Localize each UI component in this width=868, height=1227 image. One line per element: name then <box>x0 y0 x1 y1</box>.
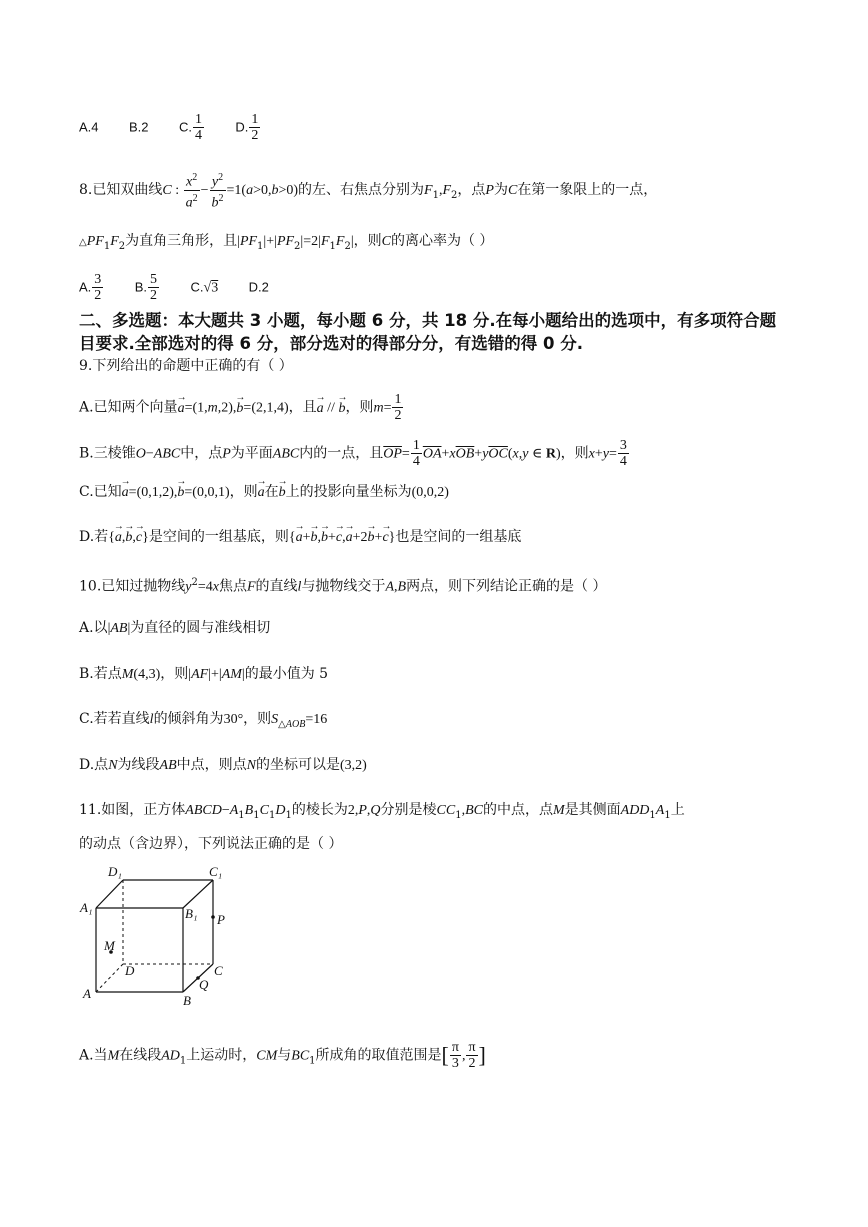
q9-option-b: B.三棱锥O−ABC中，点P为平面ABC内的一点，且$\overline{OP}=$ $\frac{1}{4}$ $\overline{OA}+x\overline{OB}+y\overline{OC}(x,y$ ∈ R)，则x+y= $\frac{3}{4}$ <box>79 438 627 469</box>
label-p: P <box>217 912 225 927</box>
label-b: B <box>183 993 191 1007</box>
q11-option-a: A.当M在线段$AD_1$上运动时，CM与$BC_1$所成角的取值范围是[ $\frac{\pi}{3}$ , $\frac{\pi}{2}$ ] <box>79 1040 486 1071</box>
q10-option-b: B.若点M(4,3)，则|AF|+|AM|的最小值为 5 <box>79 666 329 682</box>
q9-option-d: D.若{→ a,→ b,→ c}是空间的一组基底，则{→ a+→ b,→ b+→ c,→ a+2→ b+→ c}也是空间的一组基底 <box>79 527 521 548</box>
label-q: Q <box>199 977 209 992</box>
q8-options: A. $\frac{3}{2}$ B. $\frac{5}{2}$ C.√3 D.2 <box>79 272 269 303</box>
q10-option-d: D.点N为线段AB中点，则点N的坐标可以是(3,2) <box>79 757 367 773</box>
q11-stem-line1: 11.如图，正方体$ABCD-A_1B_1C_1D_1$的棱长为2,P,Q分别是棱$CC_1,BC$的中点，点M是其侧面$ADD_1A_1$上 <box>79 802 685 821</box>
label-d1: D₁ <box>108 864 122 879</box>
q8-stem-line2: $\triangle PF_1F_2$为直角三角形，且$|PF_1|+|PF_2|=2|F_1F_2|$，则C的离心率为（ ） <box>79 233 494 252</box>
label-c: C <box>214 963 223 978</box>
section-heading-line1: 二、多选题：本大题共 3 小题，每小题 6 分，共 18 分.在每小题给出的选项中，有多项符合题 <box>79 311 777 330</box>
q9-stem: 9.下列给出的命题中正确的有（ ） <box>79 358 293 374</box>
q10-option-a: A.以|AB|为直径的圆与准线相切 <box>79 620 271 636</box>
q8-stem-line1: 8.已知双曲线C : $\frac{x^2}{a^2}$ − $\frac{y^2}{b^2}$ =1(a>0,b>0)的左、右焦点分别为$F_1,F_2$，点P为C在第一象限上的一点， <box>79 172 658 211</box>
q9-option-c: C.已知→ a=(0,1,2),→ b=(0,0,1)，则→ a在→ b上的投影向量坐标为(0,0,2) <box>79 482 449 503</box>
label-a: A <box>83 986 91 1001</box>
label-a1: A₁ <box>80 900 93 915</box>
label-m: M <box>104 938 115 953</box>
cube-figure <box>78 862 238 1007</box>
q11-stem-line2: 的动点（含边界），下列说法正确的是（ ） <box>79 836 343 852</box>
edge-a1d1 <box>96 880 123 908</box>
fraction: $\frac{1}{2}$ <box>251 112 259 143</box>
label-d: D <box>125 963 135 978</box>
edge-c1b1 <box>183 880 213 908</box>
point-p <box>211 915 215 919</box>
q10-option-c: C.若若直线l的倾斜角为30°，则$S_{\triangle AOB}=16$ <box>79 711 328 730</box>
q9-option-a: A.已知两个向量→ a=(1,m,2),→ b=(2,1,4)，且→ a // → b，则m= $\frac{1}{2}$ <box>79 392 404 423</box>
hidden-edge-da <box>96 964 123 992</box>
section-heading-line2: 目要求.全部选对的得 6 分，部分选对的得部分分，有选错的得 0 分. <box>79 334 583 353</box>
q7-options: A.4 B.2 C. $\frac{1}{4}$ D. $\frac{1}{2}$ <box>79 112 259 143</box>
q10-stem: 10.已知过抛物线$y^2=4x$焦点F的直线l与抛物线交于A,B两点，则下列结论正确的是（ ） <box>79 577 607 595</box>
label-c1: C₁ <box>209 864 223 879</box>
fraction: $\frac{1}{4}$ <box>194 112 202 143</box>
label-b1: B₁ <box>185 906 198 921</box>
